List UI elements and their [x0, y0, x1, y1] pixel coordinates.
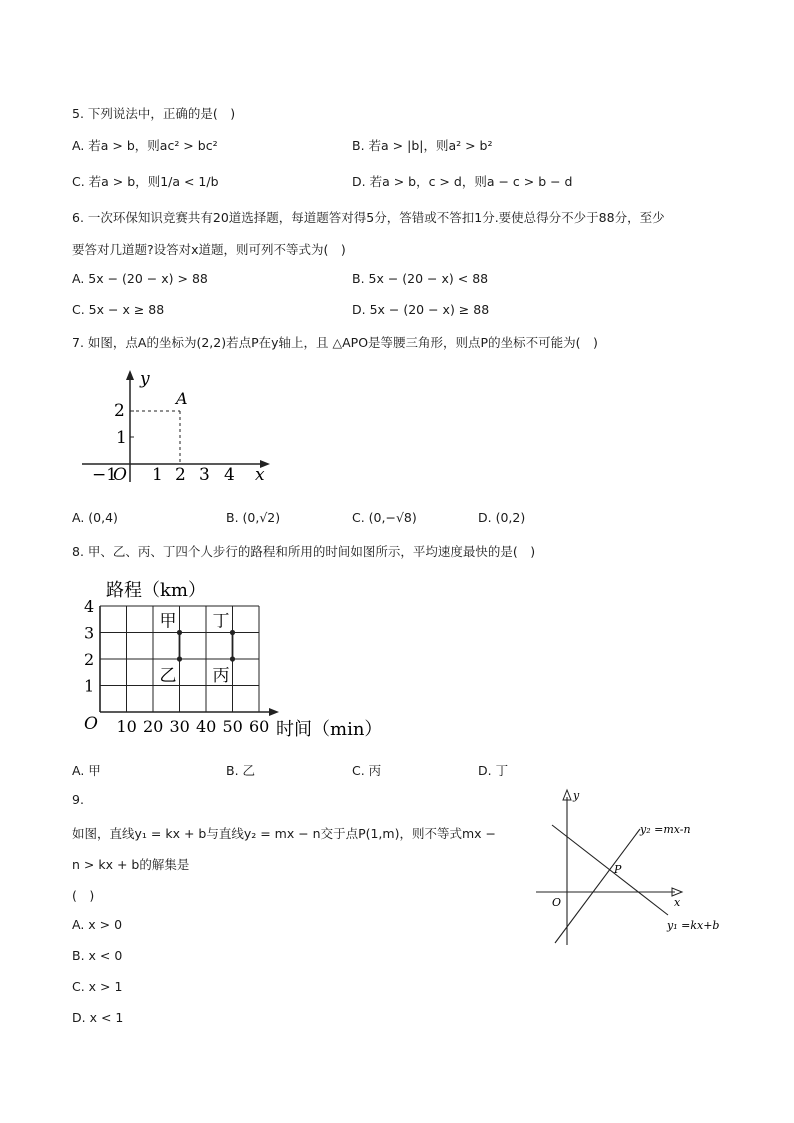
q9-x-label: x — [674, 896, 681, 909]
q7-y-label: y — [140, 369, 150, 389]
q8-point-label: 丁 — [212, 611, 230, 632]
q8-point-label: 乙 — [159, 666, 177, 686]
q7-option-a: A. (0,4) — [72, 510, 118, 525]
q6-stem-line1: 6. 一次环保知识竞赛共有20道选择题，每道题答对得5分，答错或不答扣1分.要使总得分不少于88分，至少 — [72, 210, 665, 225]
q7-x-tick-4: 4 — [224, 465, 235, 485]
q7-option-d: D. (0,2) — [478, 510, 526, 525]
q8-data-point — [177, 656, 182, 661]
q7-y-arrow-icon — [126, 370, 134, 380]
q9-line-y1 — [552, 825, 668, 915]
q8-distance-time-chart — [76, 572, 386, 744]
q7-stem: 7. 如图，点A的坐标为(2,2)若点P在y轴上，且 △APO是等腰三角形，则点P的坐标不可能为( ) — [72, 335, 598, 350]
q8-y-tick-label: 4 — [84, 597, 95, 616]
q8-data-point — [230, 630, 235, 635]
q9-line1-label: y₁ =kx+b — [667, 919, 720, 932]
q9-y-label: y — [573, 789, 580, 802]
q9-paren: ( ) — [72, 888, 95, 903]
q7-option-b: B. (0,√2) — [226, 510, 281, 525]
q5-stem: 5. 下列说法中，正确的是( ) — [72, 106, 236, 121]
q6-option-c: C. 5x − x ≥ 88 — [72, 302, 165, 317]
q8-option-d: D. 丁 — [478, 763, 509, 778]
q8-x-tick-label: 40 — [196, 717, 217, 736]
q8-x-tick-label: 60 — [249, 717, 270, 736]
q8-x-tick-label: 20 — [143, 717, 164, 736]
q7-coordinate-figure — [70, 360, 280, 490]
q9-line2-label: y₂ =mx-n — [640, 823, 691, 836]
q9-origin-label: O — [552, 896, 562, 909]
q8-origin-label: O — [84, 714, 98, 734]
q9-option-b: B. x < 0 — [72, 948, 123, 963]
q5-option-d: D. 若a > b，c > d，则a − c > b − d — [352, 174, 573, 189]
q8-data-point — [177, 630, 182, 635]
q8-data-points — [160, 612, 236, 687]
q8-option-c: C. 丙 — [352, 763, 382, 778]
q5-option-c: C. 若a > b，则1/a < 1/b — [72, 174, 219, 189]
q8-x-axis-label: 时间（min） — [276, 719, 383, 740]
q8-data-point — [230, 656, 235, 661]
q8-option-a: A. 甲 — [72, 763, 101, 778]
q8-grid — [100, 606, 279, 716]
q7-x-label: x — [255, 465, 265, 485]
q6-option-a: A. 5x − (20 − x) > 88 — [72, 271, 208, 286]
q7-x-tick-3: 3 — [199, 465, 210, 485]
q6-option-b: B. 5x − (20 − x) < 88 — [352, 271, 489, 286]
q8-y-tick-label: 3 — [84, 623, 95, 643]
q9-option-a: A. x > 0 — [72, 917, 123, 932]
q9-line-graph — [530, 785, 730, 950]
q9-point-p-label: P — [614, 863, 622, 876]
q7-y-tick-2: 2 — [114, 401, 125, 421]
q7-y-tick-1: 1 — [116, 428, 127, 448]
q8-y-axis-label: 路程（km） — [106, 580, 206, 601]
q8-option-b: B. 乙 — [226, 763, 256, 778]
q9-number: 9. — [72, 792, 84, 807]
q8-tick-labels — [84, 597, 269, 736]
q6-stem-line2: 要答对几道题?设答对x道题，则可列不等式为( ) — [72, 242, 346, 257]
q7-origin-label: O — [113, 465, 127, 485]
q7-x-tick-neg1: −1 — [92, 465, 118, 485]
q8-y-tick-label: 2 — [84, 650, 95, 669]
q8-point-label: 甲 — [159, 611, 177, 632]
q8-x-tick-label: 30 — [169, 717, 190, 736]
q9-option-d: D. x < 1 — [72, 1010, 124, 1025]
q8-x-arrow-icon — [269, 708, 279, 716]
q8-x-tick-label: 10 — [116, 717, 137, 736]
q7-point-a-label: A — [176, 389, 188, 408]
q6-option-d: D. 5x − (20 − x) ≥ 88 — [352, 302, 490, 317]
q9-option-c: C. x > 1 — [72, 979, 123, 994]
q9-stem-line2: n > kx + b的解集是 — [72, 857, 190, 872]
q7-x-tick-2: 2 — [175, 465, 186, 485]
q5-option-a: A. 若a > b，则ac² > bc² — [72, 138, 218, 153]
q7-x-tick-1: 1 — [152, 465, 163, 485]
q8-x-tick-label: 50 — [222, 717, 243, 736]
q8-y-tick-label: 1 — [84, 676, 95, 696]
q9-stem-line1: 如图，直线y₁ = kx + b与直线y₂ = mx − n交于点P(1,m)，则不等式mx − — [72, 826, 496, 841]
q5-option-b: B. 若a > |b|，则a² > b² — [352, 138, 493, 153]
q8-stem: 8. 甲、乙、丙、丁四个人步行的路程和所用的时间如图所示，平均速度最快的是( ) — [72, 544, 536, 559]
q9-line-y2 — [555, 829, 640, 943]
q7-option-c: C. (0,−√8) — [352, 510, 417, 525]
q8-point-label: 丙 — [212, 666, 230, 686]
